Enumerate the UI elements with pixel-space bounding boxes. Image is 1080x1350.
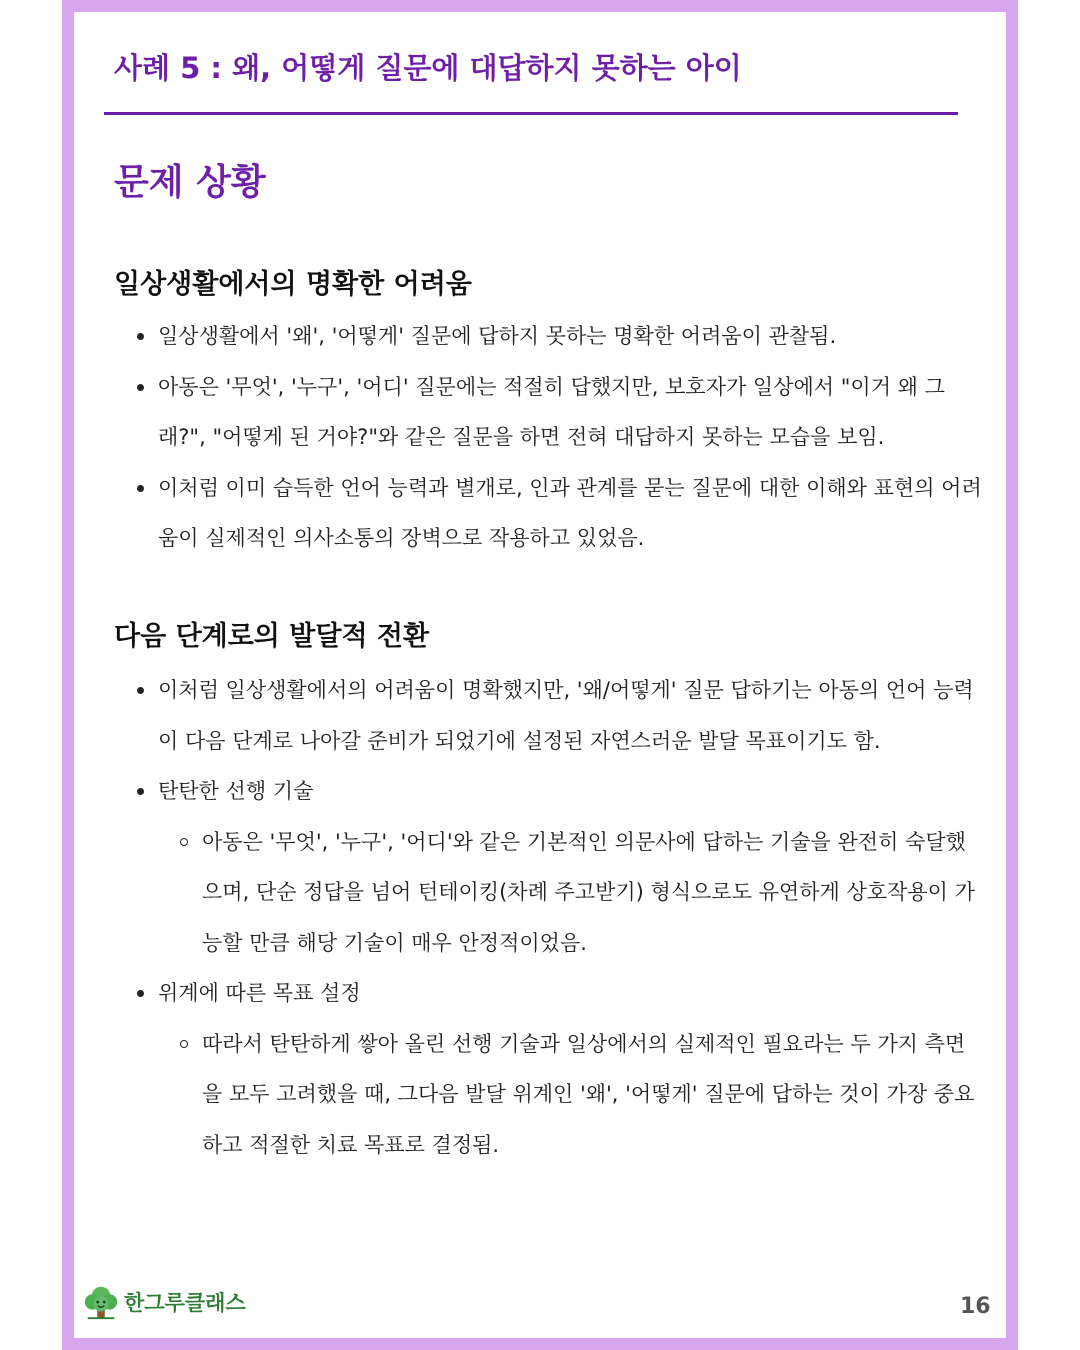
list-item: 아동은 '무엇', '누구', '어디' 질문에는 적절히 답했지만, 보호자가 일상에서 "이거 왜 그래?", "어떻게 된 거야?"와 같은 질문을 하면 전혀 대답하지 못하는 모습을 보임. <box>158 362 988 463</box>
block2-list <box>158 665 983 1170</box>
brand-name: 한그루클래스 <box>124 1291 246 1315</box>
block1-list <box>158 311 988 564</box>
page-number: 16 <box>960 1294 991 1319</box>
list-item: 위계에 따른 목표 설정 <box>158 968 983 1019</box>
case-title: 사례 5 : 왜, 어떻게 질문에 대답하지 못하는 아이 <box>114 51 742 85</box>
list-item: 이처럼 일상생활에서의 어려움이 명확했지만, '왜/어떻게' 질문 답하기는 아동의 언어 능력이 다음 단계로 나아갈 준비가 되었기에 설정된 자연스러운 발달 목표이기도 함. <box>158 665 983 766</box>
block2-title: 다음 단계로의 발달적 전환 <box>114 621 430 652</box>
list-item: 이처럼 이미 습득한 언어 능력과 별개로, 인과 관계를 묻는 질문에 대한 이해와 표현의 어려움이 실제적인 의사소통의 장벽으로 작용하고 있었음. <box>158 463 988 564</box>
tree-icon <box>82 1283 120 1321</box>
list-item: 일상생활에서 '왜', '어떻게' 질문에 답하지 못하는 명확한 어려움이 관찰됨. <box>158 311 988 362</box>
block1-title: 일상생활에서의 명확한 어려움 <box>114 269 472 300</box>
sub-list-item: 따라서 탄탄하게 쌓아 올린 선행 기술과 일상에서의 실제적인 필요라는 두 가지 측면을 모두 고려했을 때, 그다음 발달 위계인 '왜', '어떻게' 질문에 답하는 것이 가장 중요하고 적절한 치료 목표로 결정됨. <box>202 1019 983 1171</box>
section-title: 문제 상황 <box>114 162 266 203</box>
list-item: 탄탄한 선행 기술 <box>158 766 983 817</box>
sub-list-item: 아동은 '무엇', '누구', '어디'와 같은 기본적인 의문사에 답하는 기술을 완전히 숙달했으며, 단순 정답을 넘어 턴테이킹(차례 주고받기) 형식으로도 유연하게 상호작용이 가능할 만큼 해당 기술이 매우 안정적이었음. <box>202 817 983 969</box>
brand-logo <box>82 1282 246 1322</box>
title-divider <box>104 112 958 115</box>
